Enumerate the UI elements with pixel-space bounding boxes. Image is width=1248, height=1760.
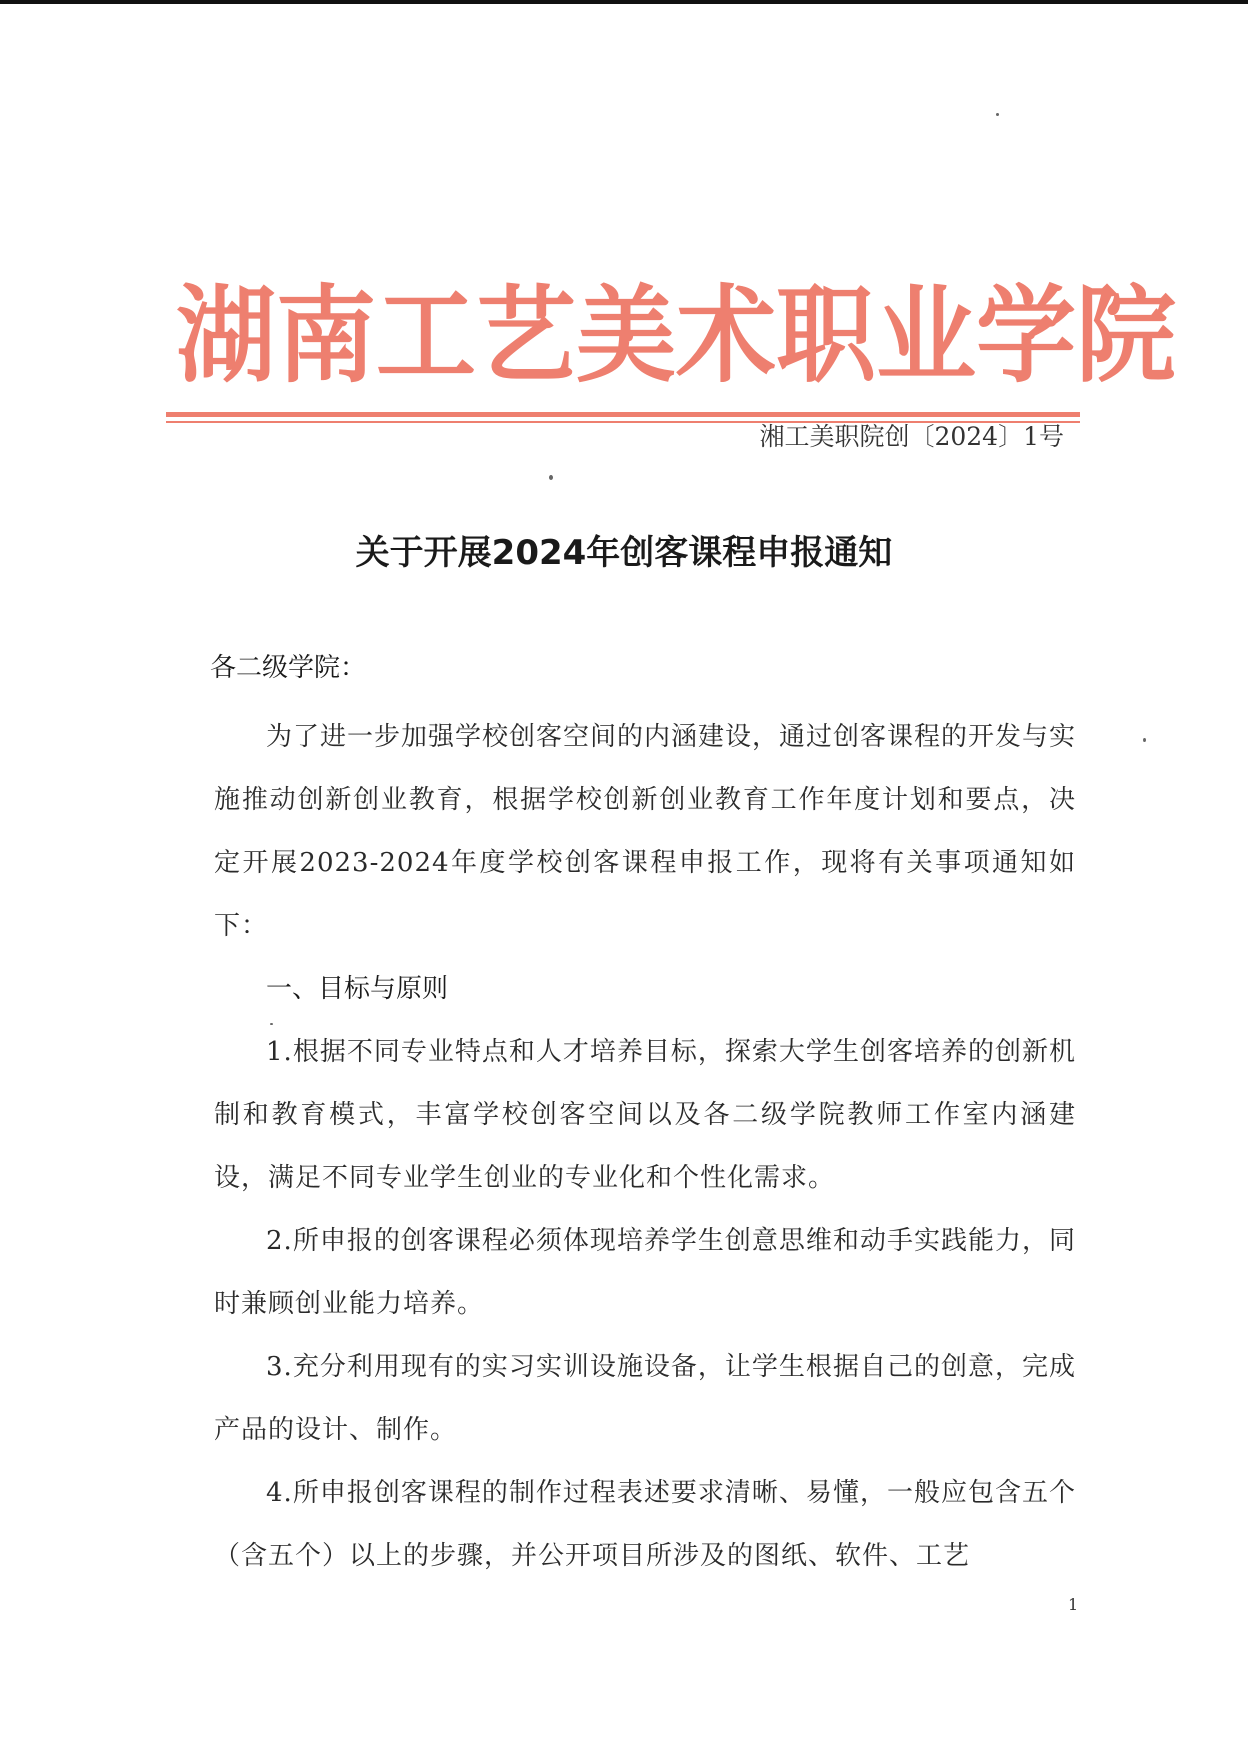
letterhead-red-rule [166,412,1080,417]
scan-speck [270,1023,273,1025]
scan-speck [996,113,999,116]
document-number: 湘工美职院创〔2024〕1号 [759,422,1064,451]
list-item-2: 2.所申报的创客课程必须体现培养学生创意思维和动手实践能力，同时兼顾创业能力培养。 [214,1226,1076,1319]
scan-top-edge [0,0,1248,4]
document-body [214,706,1076,1588]
scan-speck [549,475,553,480]
letterhead-organization-name: 湖南工艺美术职业学院 [176,273,1176,398]
salutation: 各二级学院： [210,653,367,683]
intro-paragraph: 为了进一步加强学校创客空间的内涵建设，通过创客课程的开发与实施推动创新创业教育，根据学校创新创业教育工作年度计划和要点，决定开展2023-2024年度学校创客课程申报工作，现将有关事项通知如下： [214,722,1077,941]
section-heading: 一、目标与原则 [266,974,449,1004]
list-item-4: 4.所申报创客课程的制作过程表述要求清晰、易懂，一般应包含五个（含五个）以上的步骤，并公开项目所涉及的图纸、软件、工艺 [214,1478,1076,1571]
list-item-3: 3.充分利用现有的实习实训设施设备，让学生根据自己的创意，完成产品的设计、制作。 [214,1352,1076,1445]
document-title: 关于开展2024年创客课程申报通知 [355,533,893,573]
list-item-1: 1.根据不同专业特点和人才培养目标，探索大学生创客培养的创新机制和教育模式，丰富学校创客空间以及各二级学院教师工作室内涵建设，满足不同专业学生创业的专业化和个性化需求。 [214,1037,1076,1193]
scan-speck [1143,738,1146,742]
page-number: 1 [1068,1595,1079,1614]
